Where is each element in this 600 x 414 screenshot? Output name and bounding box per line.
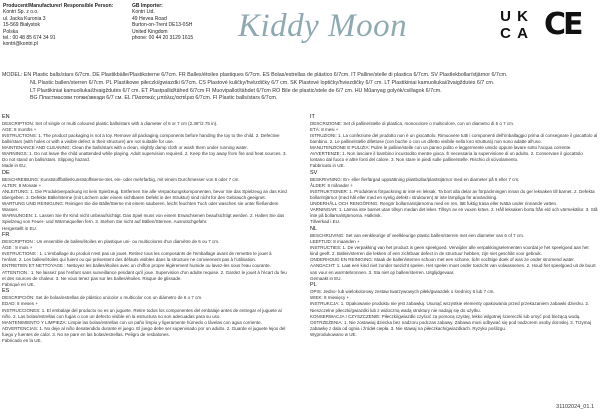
section-paragraph: INSTRUKTIONER: 1. Produktens förpackning är inte en leksak. Ta bort alla delar av förpackningen innan du ger leksaken till barnet. 2. Defekta bollar/stjärnor (med hål eller med en synlig defekt i strukturen) är inte lämpliga för användning. bbox=[310, 188, 595, 201]
section-paragraph: INSTRUCTIES: 1. De verpakking van het product is geen speelgoed. Verwijder alle verpakkingselementen voordat je het speelgoed aan het kind geeft. 2. Ballen/sterren die lekken of een zichtbaar defect in de structuur hebben, zijn niet geschikt voor gebruik. bbox=[310, 245, 589, 257]
importer-heading: GB Importer: bbox=[132, 3, 163, 9]
importer-line: Burton-on-Trent DE13-0SH bbox=[132, 22, 193, 29]
section-paragraph: Fabriqué en UE. bbox=[2, 281, 35, 287]
section-paragraph: DESCRIZIONE: Set di palline/stelle di plastica, monocolore o multicolore, con un diametro di 6 o 7 cm. bbox=[310, 120, 515, 126]
producer-line: tel.: 00 48 85 674 34 91 bbox=[3, 35, 56, 42]
section-paragraph: WARTUNG UND REINIGUNG: Reinigen Sie die Bälle/Sterne mit einem sauberen, leicht feuchten Tuch oder waschen sie unter fließendem Wasser. bbox=[2, 201, 279, 213]
section-paragraph: ÅLDER: 8 månader + bbox=[310, 182, 353, 188]
section-paragraph: Made in EU. bbox=[2, 163, 27, 169]
producer-block bbox=[3, 3, 143, 48]
section-paragraph: MANTENIMIENTO Y LIMPIEZA: Limpie las bolas/estrellas con un paño limpio y ligeramente húmedo o lávelas con agua corriente. bbox=[2, 319, 262, 325]
section-paragraph: KONSERWACJA I CZYSZCZENIE: Piłeczki/gwiazdki czyścić za pomocą czystej, lekko wilgotnej ściereczki lub umyć pod bieżącą wodą. bbox=[310, 313, 581, 319]
section-paragraph: DESCRIPTION : Un ensemble de balles/étoiles en plastique uni- ou multicolores d'un diamètre de 6 ou 7 cm. bbox=[2, 239, 220, 245]
section-paragraph: ISTRUZIONI: 1. La confezione del prodotto non è un giocattolo. Rimuovere tutti i componenti dell'imballaggio prima di consegnare il giocattolo al bambino. 2. Le palline/stelle difettose (con buche o con un difetto visibile nella loro struttura) non sono adatte all'uso. bbox=[310, 132, 598, 144]
language-code: EN bbox=[2, 113, 10, 120]
section-paragraph: WARNUNGEN: 1. Lassen Sie Ihr Kind nicht unbeaufsichtigt. Das Spiel muss von einem Erwachsenen beaufsichtigt werden. 2. Halten Sie das Spielzeug von Feuer- und Wärmequellen fern. 3. Stehen Sie nicht auf Bällen/Sternen. Ausrutschgefahr. bbox=[2, 213, 285, 225]
language-section-de bbox=[2, 170, 288, 232]
producer-line: Kontri Sp. z o.o. bbox=[3, 9, 39, 16]
section-paragraph: ADVERTENCIAS: 1. No deje al niño desatendido durante el juego. El juego debe ser supervisado por un adulto. 2. Guarde el juguete lejos del fuego y fuentes de calor. 3. No se pare en las bolas/estrellas. Peligro de resbalones. bbox=[2, 325, 286, 337]
section-paragraph: BESCHREIBUNG: Kunststoffbälle/Kunststoffsterne-Set, ein- oder mehrfarbig, mit einem Durchmesser von 6 oder 7 cm. bbox=[2, 176, 240, 182]
section-paragraph: WARNINGS: 1. Do not leave the child unattended while playing. Adult supervision required. 2. Keep the toy away from fire and heat sources. 3. Do not stand on balls/stars. Slipping hazard. bbox=[2, 150, 287, 163]
ukca-mark-icon bbox=[497, 8, 531, 42]
section-paragraph: ALTER: 8 Monate + bbox=[2, 182, 42, 188]
section-paragraph: Hergestellt in EU. bbox=[2, 225, 38, 231]
section-paragraph: Fabbricato in UE. bbox=[310, 163, 345, 169]
language-section-en bbox=[2, 114, 288, 170]
section-paragraph: ÂGE : 8 mois + bbox=[2, 245, 33, 251]
version-code: 31102024_01.1 bbox=[556, 404, 594, 410]
language-code: ES bbox=[2, 288, 10, 295]
left-column bbox=[2, 113, 288, 344]
producer-line: 15-569 Białystok bbox=[3, 22, 40, 29]
models-line: BG Пластмасови топки/звезди 6/7 см. EL Πλαστικές μπάλες/αστέρια 6/7cm. FI Plastic balls/stars 6/7cm. bbox=[30, 95, 278, 102]
section-paragraph: Fabricado en la UE. bbox=[2, 338, 42, 343]
section-paragraph: MAINTENANCE AND CLEANING: Clean the balls/stars with a clean, slightly damp cloth or wash them under running water. bbox=[2, 144, 248, 150]
brand-logo-text: Kiddy Moon bbox=[238, 8, 408, 44]
models-line: NL Plastic ballen/sterren 6/7cm. PL Plastikowe piłeczki/gwiazdki 6/7cm. CS Plastové kuličky/hvězdičky 6/7 cm. SK Plastové loptičky/hviezdičky 6/7 cm. LT Plastikiniai kamuoliukai/žvaigždutės 6/7 cm. bbox=[30, 79, 495, 86]
section-paragraph: BESKRIVNING: En- eller flerfärgad uppsättning plastbollar/plaststjärnor med en diameter på 6 eller 7 cm. bbox=[310, 176, 520, 182]
importer-line: Kontri Ltd. bbox=[132, 9, 155, 16]
language-code: SV bbox=[310, 169, 318, 176]
models-list bbox=[2, 72, 598, 103]
importer-line: phone: 00 44 20 3129 1615 bbox=[132, 35, 194, 42]
brand-logo bbox=[238, 8, 408, 48]
section-paragraph: MANUTENZIONE E PULIZIA: Pulire le palline/stelle con un panno pulito e leggermente umido oppure lavare sotto l'acqua corrente. bbox=[310, 144, 572, 150]
section-paragraph: EDAD: 8 meses + bbox=[2, 301, 38, 307]
section-paragraph: BESCHRIJVING: Set van eenkleurige of veelkleurige plastic ballen/sterren met een diameter van 6 of 7 cm. bbox=[310, 233, 525, 238]
section-paragraph: ATTENTION : 1. Ne laissez pas l'enfant sans surveillance pendant qu'il joue. Supervision d'un adulte requise. 2. Gardez le jouet à l'écart du feu et des sources de chaleur. 3. Ne vous tenez pas sur les balles/étoiles. Risque de glissade. bbox=[2, 269, 287, 281]
producer-heading: Producent/Manufacturer/ Responsible Person: bbox=[3, 3, 114, 9]
ukca-letter: A bbox=[517, 25, 528, 42]
importer-line: United Kingdom bbox=[132, 28, 168, 35]
section-paragraph: OSTRZEŻENIA: 1. Nie zostawiaj dziecka bez nadzoru podczas zabawy. Zabawa musi odbywać się pod nadzorem osoby dorosłej. 2. Trzymaj zabawkę z dala od ognia i źródeł ciepła. 3. Nie stawaj na piłeczkach/gwiazdkach. Ryzyko poślizgu. bbox=[310, 319, 592, 331]
section-paragraph: AGE: 8 months + bbox=[2, 126, 37, 132]
section-paragraph: WIEK: 8 miesięcy + bbox=[310, 295, 350, 301]
models-line: LT Plastikiniai kamuoliukai/žvaigždutės 6/7 cm. ET Plastpallid/tähed 6/7cm FI Muovipallot/tähdet 6/7cm RO Bile de plastic/stele de 6/7 cm. HU Műanyag golyók/csillagok 6/7cm. bbox=[30, 87, 442, 94]
section-paragraph: ENTRETIEN ET NETTOYAGE : Nettoyez les balles/étoiles avec un chiffon propre légèrement humide ou lavez-les sous l'eau courante. bbox=[2, 263, 271, 269]
producer-line: ul. Jacka Kuronia 3 bbox=[3, 15, 46, 22]
ukca-letter: C bbox=[500, 25, 511, 42]
producer-line: kontri@kontri.pl bbox=[3, 41, 38, 48]
section-paragraph: UNDERHÅLL OCH RENGÖRING: Rengör bollarna/stjärnorna med en ren, lätt fuktig trasa eller tvätta under rinnande vatten. bbox=[310, 201, 558, 207]
section-paragraph: AANDACHT: 1. Laat een kind niet zonder toezicht spelen. Het spelen moet onder toezicht van volwassenen. 2. Houd het speelgoed uit de buurt van vuur en warmtebronnen. 3. Sta niet op ballen/sterren. Uitglijdgevaar. bbox=[310, 263, 596, 275]
producer-line: Polska bbox=[3, 28, 19, 35]
section-paragraph: AVVERTENZE: 1. Non lasciare il bambino incustodito mentre gioca. È necessaria la supervisione di un adulto. 2. Conservare il giocattolo lontano dal fuoco e altre fonti del calore. 3. Non stare in piedi sulle palline/stelle. Rischio di scivolamento. bbox=[310, 150, 583, 163]
right-column bbox=[310, 113, 598, 338]
section-paragraph: INSTRUKCJA: 1. Opakowanie produktu nie jest zabawką. Usunąć wszystkie elementy opakowania przed przekazaniem zabawki dziecku. 2. Nieszczelne piłeczki/gwiazdki lub z widoczną wadą struktury nie nadają się do użytku. bbox=[310, 301, 590, 313]
section-paragraph: ETÀ: 8 mesi + bbox=[310, 126, 339, 132]
language-section-nl bbox=[310, 226, 598, 282]
section-paragraph: Tillverkad i EU. bbox=[310, 219, 341, 225]
language-code: NL bbox=[310, 226, 318, 232]
language-section-it bbox=[310, 114, 598, 170]
importer-line: 49 Hevea Road bbox=[132, 15, 167, 22]
ce-mark-icon: CE bbox=[544, 7, 581, 42]
language-code: IT bbox=[310, 113, 315, 120]
ukca-letter: U bbox=[500, 8, 511, 25]
section-paragraph: INSTRUCCIONES: 1. El embalaje del producto no es un juguete. Retire todos los componentes del embalaje antes de entregar el juguete al niño. 2. Las bolas/estrellas con fugas o con un defecto visible en la estructura no son adecuadas para su uso. bbox=[2, 307, 282, 319]
ukca-letter: K bbox=[517, 8, 528, 25]
section-paragraph: LEEFTIJD: 8 maanden + bbox=[310, 239, 360, 245]
section-paragraph: VARNINGAR: 1. Lämna inte barnet utan tillsyn medan det leker. Tillsyn av en vuxen krävs. 2. Håll leksaken borta från eld och värmekällor. 3. Stå inte på bollarna/stjärnorna. Halkrisk. bbox=[310, 207, 598, 219]
language-section-sv bbox=[310, 170, 598, 226]
section-paragraph: ONDERHOUD EN REINIGING: Maak de ballen/sterren schoon met een schone, licht vochtige doek of was ze onder stromend water. bbox=[310, 257, 575, 263]
section-paragraph: Wyprodukowano w UE. bbox=[310, 331, 357, 337]
section-paragraph: INSTRUCTIONS: 1. The product packaging is not a toy. Remove all packaging components before handing the toy to the child. 2. Defective balls/stars (with holes or with a visible defect in their structure) are not suitable for use. bbox=[2, 132, 280, 144]
language-section-fr bbox=[2, 232, 288, 288]
models-line: MODEL: EN Plastic balls/stars 6/7cm. DE Plastikbälle/Plastiksterne 6/7cm. FR Balles/étoiles plastiques 6/7cm. ES Bolas/estrellas de plástico 6/7cm. IT Palline/stelle di plastica 6/7cm. SV Plastlekbollar/stjärnor 6/7cm. bbox=[2, 72, 508, 78]
importer-block bbox=[132, 3, 242, 41]
language-section-es bbox=[2, 288, 288, 344]
language-section-pl bbox=[310, 282, 598, 338]
section-paragraph: DESCRIPTION: Set of single or multi coloured plastic balls/stars with a diameter of 6 or 7 cm (2.36"/2.75 in). bbox=[2, 120, 218, 126]
language-code: PL bbox=[310, 282, 317, 289]
section-paragraph: DESCRIPCIÓN: Set de bolas/estrellas de plástico unicolor o multicolor con un diámetro de 6 o 7 cm. bbox=[2, 295, 203, 301]
section-paragraph: Gemaakt in EU. bbox=[310, 275, 342, 281]
language-code: DE bbox=[2, 169, 10, 176]
section-paragraph: OPIS: Jedno- lub wielokolorowy zestaw twarzywowych piłek/gwiazdek o średnicy 6 lub 7 cm. bbox=[310, 289, 495, 295]
section-paragraph: ANLEITUNG: 1. Die Produktverpackung ist kein Spielzeug. Entfernen Sie alle Verpackungskomponenten, bevor Sie das Spielzeug an das Kind übergeben. 2. Defekte Bälle/Sterne (mit Löchern oder einem sichtbaren Defekt in der Struktur) sind nicht für den Gebrauch geeignet. bbox=[2, 188, 287, 201]
section-paragraph: INSTRUCTIONS : 1. L'emballage du produit n'est pas un jouet. Retirez tous les composants de l'emballage avant de remettre le jouet à l'enfant. 2. Les balles/étoiles qui fuient ou qui présentent des défauts visibles dans la structure ne conviennent pas à l'utilisation. bbox=[2, 251, 272, 263]
language-code: FR bbox=[2, 232, 10, 239]
